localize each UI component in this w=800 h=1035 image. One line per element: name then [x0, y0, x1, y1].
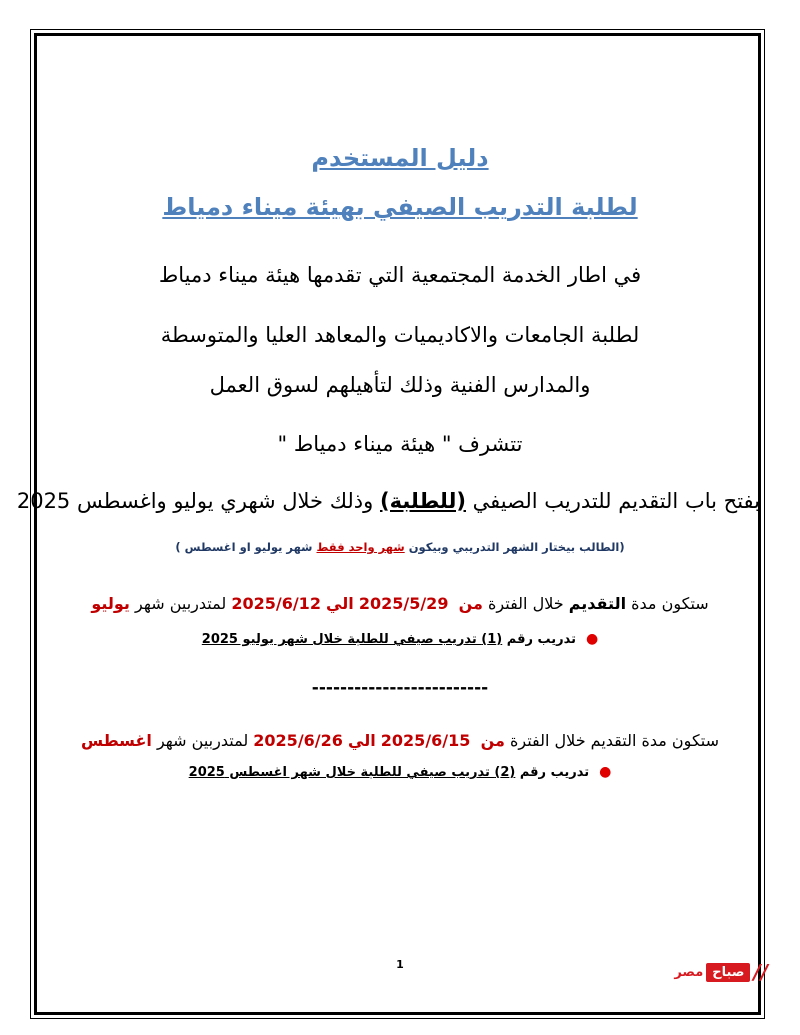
note-part-1: (الطالب بيختار الشهر التدريبي وبيكون	[404, 540, 625, 554]
announcement-highlight: (للطلبة)	[379, 489, 466, 513]
july-month: يوليو	[91, 594, 130, 613]
intro-line-2: لطلبة الجامعات والاكاديميات والمعاهد العليا والمتوسطة	[160, 323, 640, 347]
july-bullet-num: (1)	[481, 632, 503, 647]
august-text-4: لمتدربين شهر	[151, 731, 254, 750]
selection-note	[40, 540, 760, 554]
logo-slash-icon: //	[753, 960, 768, 984]
july-to-date: 2025/6/12	[231, 594, 321, 613]
announcement-post: وذلك خلال شهري يوليو واغسطس 2025	[16, 489, 380, 513]
july-text-3: خلال الفترة	[482, 594, 569, 613]
bullet-icon: ●	[585, 631, 599, 647]
august-bullet-post: تدريب صيفي للطلبة خلال شهر اغسطس 2025	[188, 765, 495, 780]
august-text-1: ستكون مدة التقديم خلال الفترة	[504, 731, 720, 750]
document-subtitle: لطلبة التدريب الصيفي بهيئة ميناء دمياط	[162, 193, 638, 221]
august-bullet-pre: تدريب رقم	[515, 765, 590, 780]
announcement-pre: بفتح باب التقديم للتدريب الصيفي	[465, 489, 760, 513]
intro-line-3: والمدارس الفنية وذلك لتأهيلهم لسوق العمل	[209, 373, 591, 397]
august-bullet-item	[40, 764, 760, 780]
july-period	[40, 594, 760, 613]
july-text-4: لمتدربين شهر	[129, 594, 232, 613]
july-bullet-post: تدريب صيفي للطلبة خلال شهر يوليو 2025	[201, 632, 482, 647]
july-bullet-item	[40, 631, 760, 647]
july-to-label: الي	[326, 594, 354, 613]
august-month: اغسطس	[80, 731, 152, 750]
july-text-1: ستكون مدة	[626, 594, 709, 613]
july-text-2: التقديم	[568, 594, 627, 613]
july-from-date: 2025/5/29	[358, 594, 449, 613]
page-number: 1	[396, 958, 404, 971]
logo-box: صباح	[706, 963, 750, 982]
watermark-logo	[640, 961, 768, 983]
july-bullet-pre: تدريب رقم	[502, 632, 576, 647]
august-to-date: 2025/6/26	[253, 731, 343, 750]
separator-line: -------------------------	[311, 678, 489, 698]
bullet-icon: ●	[599, 764, 612, 780]
document-title: دليل المستخدم	[311, 144, 489, 172]
august-to-label: الي	[348, 731, 376, 750]
intro-line-4: تتشرف " هيئة ميناء دمياط "	[277, 432, 523, 456]
august-from-label: من	[480, 731, 505, 750]
announcement	[16, 489, 760, 513]
august-bullet-num: (2)	[494, 765, 516, 780]
note-part-2: شهر واحد فقط	[316, 540, 405, 554]
note-part-3: شهر يوليو او اغسطس )	[175, 540, 317, 554]
page-border-inner	[34, 33, 761, 1015]
august-from-date: 2025/6/15	[380, 731, 471, 750]
august-period	[40, 731, 760, 750]
logo-text: مصر	[674, 964, 704, 980]
july-from-label: من	[458, 594, 483, 613]
intro-line-1: في اطار الخدمة المجتمعية التي تقدمها هيئة ميناء دمياط	[158, 263, 642, 287]
